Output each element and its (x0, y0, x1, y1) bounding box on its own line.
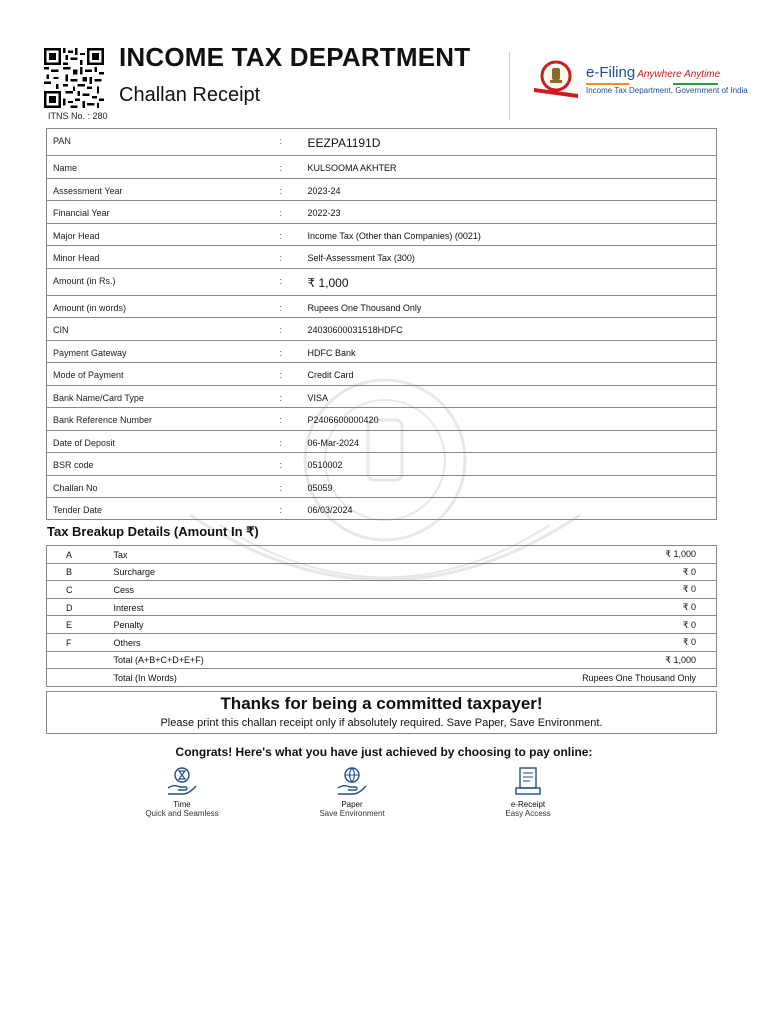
details-separator: : (280, 386, 308, 408)
details-row (47, 476, 717, 498)
details-label: Payment Gateway (47, 341, 280, 363)
hourglass-hand-icon (164, 766, 200, 798)
details-label: Bank Name/Card Type (47, 386, 280, 408)
details-value: KULSOOMA AKHTER (308, 156, 717, 179)
details-label: Challan No (47, 476, 280, 498)
details-value: VISA (308, 386, 717, 408)
details-value: P2406600000420 (308, 408, 717, 431)
breakup-name: Cess (114, 581, 356, 599)
details-row (47, 431, 717, 453)
benefit-time (127, 766, 237, 818)
breakup-row (47, 546, 717, 564)
details-separator: : (280, 129, 308, 156)
details-separator: : (279, 505, 283, 515)
breakup-name: Interest (114, 598, 356, 616)
breakup-code: C (47, 581, 114, 599)
itns-number: ITNS No. : 280 (48, 111, 108, 121)
details-value: Self-Assessment Tax (300) (308, 246, 717, 269)
details-label: Minor Head (47, 246, 280, 269)
breakup-amount: ₹ 1,000 (356, 651, 717, 669)
details-row (47, 408, 717, 431)
globe-hand-icon (334, 766, 370, 798)
breakup-code (47, 651, 114, 669)
details-label: Assessment Year (47, 179, 280, 201)
breakup-amount: ₹ 0 (356, 598, 717, 616)
breakup-amount: ₹ 0 (356, 581, 717, 599)
breakup-name: Others (114, 633, 356, 651)
details-separator: : (280, 224, 308, 246)
details-label: Major Head (47, 224, 280, 246)
breakup-row (47, 616, 717, 634)
thanks-message: Please print this challan receipt only if absolutely required. Save Paper, Save Environment. (160, 717, 603, 729)
page-title: INCOME TAX DEPARTMENT (119, 42, 471, 72)
breakup-name: Tax (114, 546, 356, 564)
breakup-amount: ₹ 0 (356, 616, 717, 634)
details-value: 24030600031518HDFC (308, 318, 717, 341)
thanks-box (46, 691, 717, 734)
details-label: Bank Reference Number (47, 408, 280, 431)
breakup-code: D (47, 598, 114, 616)
details-label: Financial Year (47, 201, 280, 224)
challan-details-table (46, 128, 717, 520)
details-label: Tender Date (53, 505, 103, 515)
page-subtitle: Challan Receipt (119, 84, 261, 106)
details-separator: : (280, 156, 308, 179)
breakup-row (47, 651, 717, 669)
breakup-code: F (47, 633, 114, 651)
details-row (47, 318, 717, 341)
details-value: ₹ 1,000 (308, 269, 717, 296)
details-value: 05059 (308, 476, 717, 498)
details-row (47, 179, 717, 201)
details-label: Date of Deposit (47, 431, 280, 453)
details-row (47, 498, 717, 520)
breakup-name: Total (In Words) (113, 672, 177, 683)
document-receipt-icon (510, 766, 546, 798)
details-label: Amount (in words) (47, 296, 280, 318)
breakup-code: A (47, 546, 114, 564)
details-value: Income Tax (Other than Companies) (0021) (308, 224, 717, 246)
emblem-logo-icon (531, 58, 583, 100)
details-row (47, 341, 717, 363)
details-separator: : (280, 246, 308, 269)
details-row (47, 129, 717, 156)
details-row (47, 156, 717, 179)
breakup-row (47, 633, 717, 651)
details-separator: : (280, 453, 308, 476)
details-value: 06/03/2024 (307, 505, 353, 515)
details-separator: : (280, 408, 308, 431)
tax-breakup-table (46, 545, 717, 687)
details-separator: : (280, 269, 308, 296)
details-value: HDFC Bank (308, 341, 717, 363)
details-value: 2023-24 (308, 179, 717, 201)
breakup-row (47, 581, 717, 599)
details-label: CIN (47, 318, 280, 341)
breakup-name: Penalty (114, 616, 356, 634)
details-label: BSR code (47, 453, 280, 476)
breakup-name: Total (A+B+C+D+E+F) (114, 651, 356, 669)
details-separator: : (280, 431, 308, 453)
details-row (47, 224, 717, 246)
breakup-amount: ₹ 0 (356, 633, 717, 651)
details-separator: : (280, 363, 308, 386)
breakup-title: Tax Breakup Details (Amount In ₹) (47, 524, 259, 539)
benefit-title: e-Receipt (510, 800, 546, 809)
benefit-subtitle: Easy Access (505, 809, 551, 818)
details-value: 06-Mar-2024 (308, 431, 717, 453)
benefit-title: Time (173, 800, 191, 809)
breakup-amount: ₹ 0 (356, 563, 717, 581)
tricolor-bar (586, 83, 718, 85)
breakup-row (47, 669, 717, 687)
efiling-tagline: Anywhere Anytime (637, 69, 721, 80)
congrats-text: Congrats! Here's what you have just achieved by choosing to pay online: (175, 745, 593, 759)
details-label: Mode of Payment (47, 363, 280, 386)
efiling-department: Income Tax Department, Government of India (586, 86, 748, 95)
details-separator: : (280, 201, 308, 224)
benefit-title: Paper (341, 800, 363, 809)
efiling-logo-text (586, 64, 720, 81)
details-row (47, 453, 717, 476)
benefit-subtitle: Save Environment (319, 809, 385, 818)
breakup-row (47, 598, 717, 616)
breakup-code: E (47, 616, 114, 634)
details-row (47, 363, 717, 386)
benefit-subtitle: Quick and Seamless (145, 809, 219, 818)
details-value: 0510002 (308, 453, 717, 476)
details-row (47, 386, 717, 408)
breakup-code: B (47, 563, 114, 581)
benefit-paper (297, 766, 407, 818)
benefit-ereceipt (473, 766, 583, 818)
details-value: Credit Card (308, 363, 717, 386)
breakup-code (47, 669, 114, 687)
header-divider (509, 52, 510, 120)
details-label: Name (47, 156, 280, 179)
details-row (47, 246, 717, 269)
breakup-amount: Rupees One Thousand Only (582, 672, 696, 683)
details-row (47, 201, 717, 224)
details-value: 2022-23 (308, 201, 717, 224)
details-value: EEZPA1191D (308, 129, 717, 156)
breakup-row (47, 563, 717, 581)
details-value: Rupees One Thousand Only (308, 296, 717, 318)
details-separator: : (280, 296, 308, 318)
details-row (47, 296, 717, 318)
breakup-name: Surcharge (114, 563, 356, 581)
details-separator: : (280, 476, 308, 498)
receipt-header (0, 0, 768, 128)
details-label: PAN (47, 129, 280, 156)
efiling-label: e-Filing (586, 64, 636, 81)
qr-code-icon (43, 48, 105, 108)
thanks-heading: Thanks for being a committed taxpayer! (220, 694, 543, 713)
details-separator: : (280, 318, 308, 341)
details-separator: : (280, 341, 308, 363)
breakup-amount: ₹ 1,000 (356, 546, 717, 564)
details-row (47, 269, 717, 296)
details-separator: : (280, 179, 308, 201)
details-label: Amount (in Rs.) (47, 269, 280, 296)
